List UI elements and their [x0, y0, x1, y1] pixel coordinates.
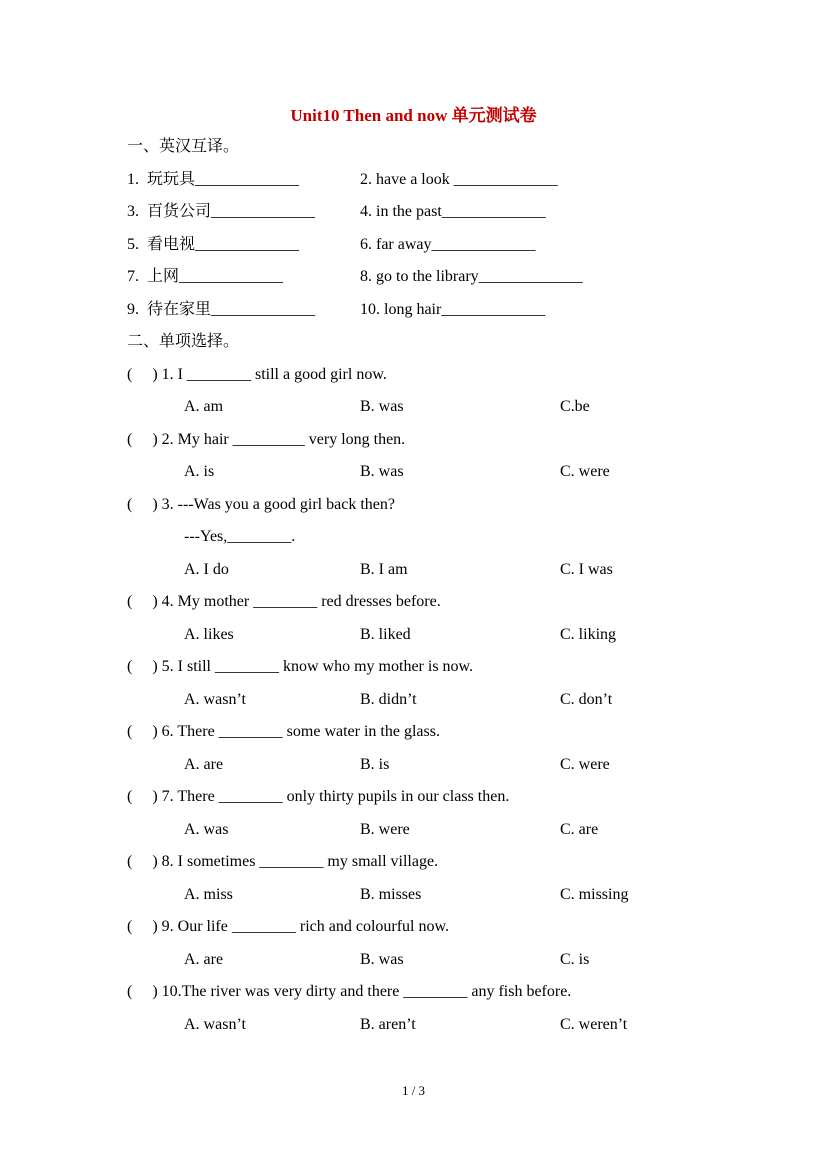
translation-row [127, 294, 727, 327]
page-title: Unit10 Then and now 单元测试卷 [290, 106, 537, 125]
translation-row [127, 229, 727, 262]
question-stem: ( ) 6. There ________ some water in the glass. [127, 723, 440, 740]
question-stem: ( ) 10.The river was very dirty and there ________ any fish before. [127, 983, 572, 1000]
options-row [127, 879, 727, 912]
option-a: A. are [184, 755, 224, 773]
option-c: C. weren’t [560, 1015, 628, 1033]
question-stem-continued: ---Yes,________. [184, 528, 296, 545]
question-stem: ( ) 7. There ________ only thirty pupils in our class then. [127, 788, 510, 805]
translation-row [127, 164, 727, 197]
question [127, 716, 727, 781]
option-b: B. was [360, 398, 404, 415]
options-row [127, 391, 727, 424]
options-row [127, 456, 727, 489]
options-row [127, 749, 727, 782]
translation-item: 5. 看电视_____________ [127, 235, 300, 253]
option-c: C. were [560, 755, 610, 773]
translation-item: 9. 待在家里_____________ [127, 300, 316, 318]
option-b: B. is [360, 755, 390, 773]
question-stem: ( ) 8. I sometimes ________ my small village. [127, 853, 439, 870]
option-b: B. liked [360, 625, 411, 643]
translation-row [127, 261, 727, 294]
option-c: C. is [560, 950, 590, 968]
option-b: B. was [360, 463, 404, 480]
translation-item: 10. long hair_____________ [360, 300, 546, 318]
options-row [127, 554, 727, 587]
option-a: A. likes [184, 625, 234, 643]
question-stem: ( ) 4. My mother ________ red dresses before. [127, 593, 441, 610]
translation-item: 4. in the past_____________ [360, 203, 546, 220]
option-c: C. are [560, 820, 599, 838]
document-content [0, 131, 827, 1041]
question [127, 651, 727, 716]
option-a: A. are [184, 950, 224, 968]
options-row [127, 944, 727, 977]
page-number-indicator: 1 / 3 [401, 1083, 426, 1098]
translation-item: 8. go to the library_____________ [360, 268, 583, 285]
option-a: A. is [184, 463, 215, 480]
option-a: A. am [184, 398, 224, 415]
option-b: B. was [360, 950, 404, 968]
option-a: A. wasn’t [184, 1015, 246, 1033]
translation-item: 7. 上网_____________ [127, 268, 284, 285]
translation-row [127, 196, 727, 229]
option-a: A. wasn’t [184, 690, 246, 708]
translation-item: 2. have a look _____________ [360, 170, 558, 188]
section1-heading: 一、英汉互译。 [127, 138, 240, 155]
option-b: B. misses [360, 885, 422, 903]
option-c: C. liking [560, 625, 617, 643]
translation-item: 3. 百货公司_____________ [127, 203, 316, 220]
options-row [127, 684, 727, 717]
option-c: C. I was [560, 560, 613, 578]
options-row [127, 814, 727, 847]
question-stem: ( ) 2. My hair _________ very long then. [127, 430, 406, 448]
question-stem: ( ) 9. Our life ________ rich and colourful now. [127, 918, 449, 935]
question [127, 586, 727, 651]
question [127, 846, 727, 911]
question [127, 781, 727, 846]
option-a: A. miss [184, 885, 233, 903]
option-b: B. aren’t [360, 1015, 416, 1033]
option-c: C.be [560, 398, 590, 415]
option-a: A. was [184, 820, 229, 838]
option-b: B. didn’t [360, 690, 417, 708]
translation-item: 1. 玩玩具_____________ [127, 170, 300, 188]
option-c: C. missing [560, 885, 629, 903]
question [127, 976, 727, 1041]
question [127, 359, 727, 424]
options-row [127, 1009, 727, 1042]
question [127, 911, 727, 976]
question [127, 489, 727, 587]
question-stem: ( ) 3. ---Was you a good girl back then? [127, 495, 395, 513]
question-stem: ( ) 5. I still ________ know who my mother is now. [127, 658, 474, 675]
question [127, 424, 727, 489]
translation-item: 6. far away_____________ [360, 235, 536, 253]
option-c: C. were [560, 463, 610, 480]
options-row [127, 619, 727, 652]
option-c: C. don’t [560, 690, 613, 708]
option-b: B. were [360, 820, 410, 838]
question-stem: ( ) 1. I ________ still a good girl now. [127, 365, 387, 383]
section2-heading: 二、单项选择。 [127, 333, 240, 350]
option-a: A. I do [184, 560, 229, 578]
option-b: B. I am [360, 560, 408, 578]
